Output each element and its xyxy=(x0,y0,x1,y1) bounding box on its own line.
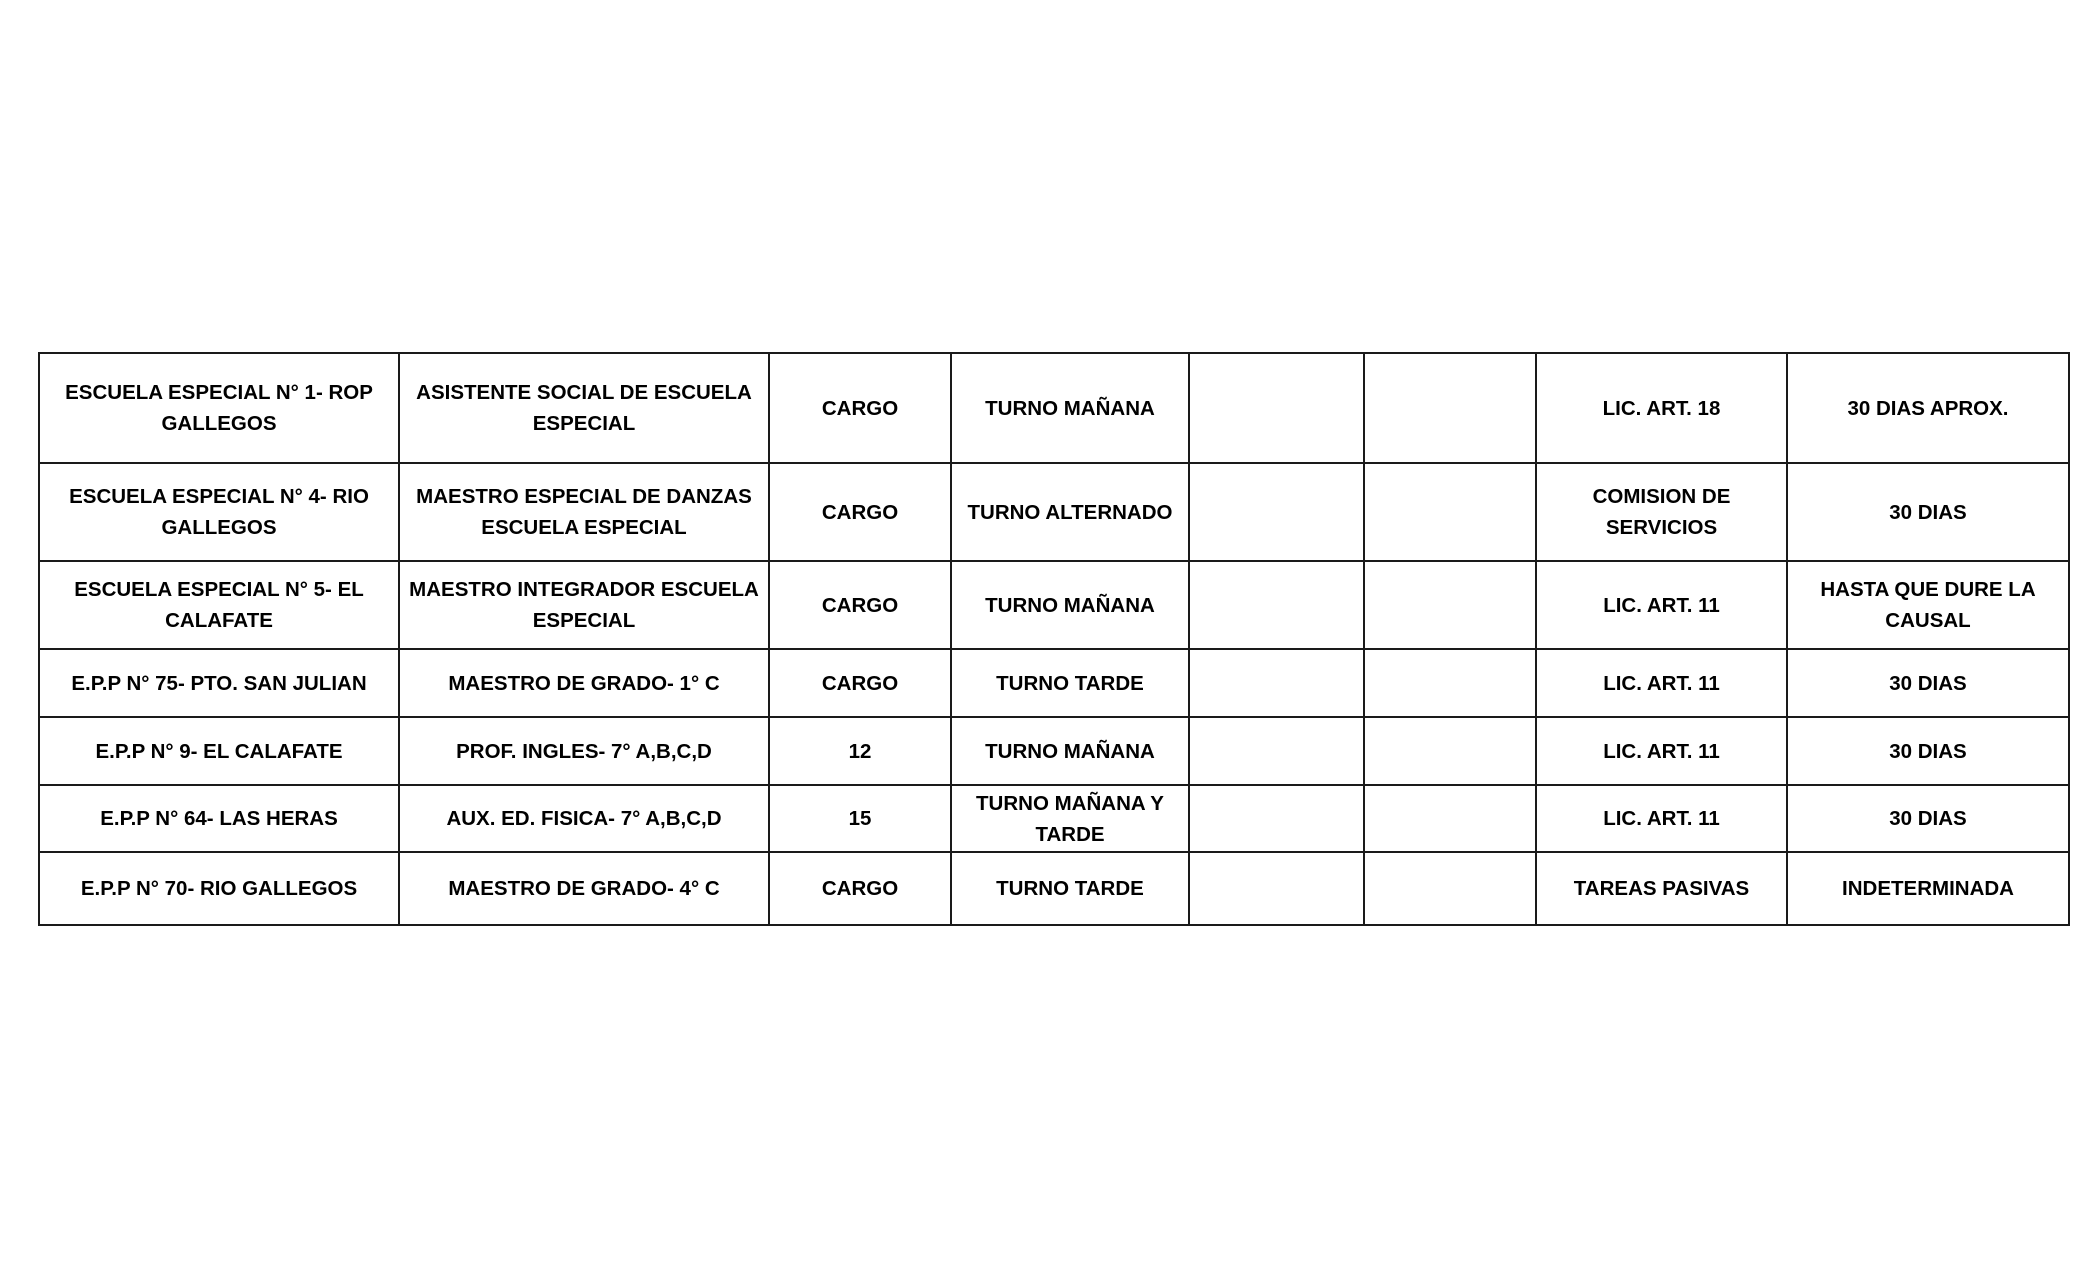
type-cell: 15 xyxy=(769,785,951,852)
shift-cell: TURNO MAÑANA xyxy=(951,353,1189,463)
empty-cell xyxy=(1364,463,1536,561)
duration-cell: HASTA QUE DURE LA CAUSAL xyxy=(1787,561,2069,649)
type-cell: 12 xyxy=(769,717,951,785)
vacancy-table xyxy=(38,352,2070,926)
position-cell: AUX. ED. FISICA- 7° A,B,C,D xyxy=(399,785,769,852)
position-cell: MAESTRO DE GRADO- 4° C xyxy=(399,852,769,925)
empty-cell xyxy=(1189,353,1364,463)
duration-cell: 30 DIAS xyxy=(1787,785,2069,852)
school-cell: E.P.P N° 9- EL CALAFATE xyxy=(39,717,399,785)
school-cell: ESCUELA ESPECIAL N° 1- ROP GALLEGOS xyxy=(39,353,399,463)
vacancy-sheet xyxy=(38,352,2068,926)
school-cell: ESCUELA ESPECIAL N° 5- EL CALAFATE xyxy=(39,561,399,649)
type-cell: CARGO xyxy=(769,649,951,717)
reason-cell: LIC. ART. 18 xyxy=(1536,353,1787,463)
empty-cell xyxy=(1364,649,1536,717)
table-row xyxy=(39,649,2069,717)
position-cell: MAESTRO ESPECIAL DE DANZAS ESCUELA ESPECIAL xyxy=(399,463,769,561)
reason-cell: LIC. ART. 11 xyxy=(1536,561,1787,649)
school-cell: E.P.P N° 64- LAS HERAS xyxy=(39,785,399,852)
empty-cell xyxy=(1189,561,1364,649)
duration-cell: 30 DIAS xyxy=(1787,717,2069,785)
position-cell: ASISTENTE SOCIAL DE ESCUELA ESPECIAL xyxy=(399,353,769,463)
school-cell: E.P.P N° 70- RIO GALLEGOS xyxy=(39,852,399,925)
duration-cell: 30 DIAS xyxy=(1787,649,2069,717)
table-row xyxy=(39,561,2069,649)
shift-cell: TURNO TARDE xyxy=(951,649,1189,717)
duration-cell: INDETERMINADA xyxy=(1787,852,2069,925)
position-cell: MAESTRO INTEGRADOR ESCUELA ESPECIAL xyxy=(399,561,769,649)
position-cell: PROF. INGLES- 7° A,B,C,D xyxy=(399,717,769,785)
type-cell: CARGO xyxy=(769,852,951,925)
school-cell: ESCUELA ESPECIAL N° 4- RIO GALLEGOS xyxy=(39,463,399,561)
empty-cell xyxy=(1364,785,1536,852)
empty-cell xyxy=(1189,785,1364,852)
empty-cell xyxy=(1189,852,1364,925)
reason-cell: TAREAS PASIVAS xyxy=(1536,852,1787,925)
position-cell: MAESTRO DE GRADO- 1° C xyxy=(399,649,769,717)
shift-cell: TURNO MAÑANA xyxy=(951,561,1189,649)
empty-cell xyxy=(1189,717,1364,785)
empty-cell xyxy=(1364,353,1536,463)
reason-cell: LIC. ART. 11 xyxy=(1536,649,1787,717)
table-row xyxy=(39,785,2069,852)
school-cell: E.P.P N° 75- PTO. SAN JULIAN xyxy=(39,649,399,717)
table-row xyxy=(39,852,2069,925)
empty-cell xyxy=(1364,852,1536,925)
duration-cell: 30 DIAS xyxy=(1787,463,2069,561)
shift-cell: TURNO MAÑANA xyxy=(951,717,1189,785)
table-row xyxy=(39,717,2069,785)
table-row xyxy=(39,353,2069,463)
duration-cell: 30 DIAS APROX. xyxy=(1787,353,2069,463)
type-cell: CARGO xyxy=(769,561,951,649)
reason-cell: LIC. ART. 11 xyxy=(1536,785,1787,852)
empty-cell xyxy=(1189,649,1364,717)
shift-cell: TURNO TARDE xyxy=(951,852,1189,925)
shift-cell: TURNO MAÑANA Y TARDE xyxy=(951,785,1189,852)
shift-cell: TURNO ALTERNADO xyxy=(951,463,1189,561)
reason-cell: LIC. ART. 11 xyxy=(1536,717,1787,785)
type-cell: CARGO xyxy=(769,463,951,561)
reason-cell: COMISION DE SERVICIOS xyxy=(1536,463,1787,561)
table-row xyxy=(39,463,2069,561)
type-cell: CARGO xyxy=(769,353,951,463)
empty-cell xyxy=(1364,717,1536,785)
empty-cell xyxy=(1364,561,1536,649)
empty-cell xyxy=(1189,463,1364,561)
